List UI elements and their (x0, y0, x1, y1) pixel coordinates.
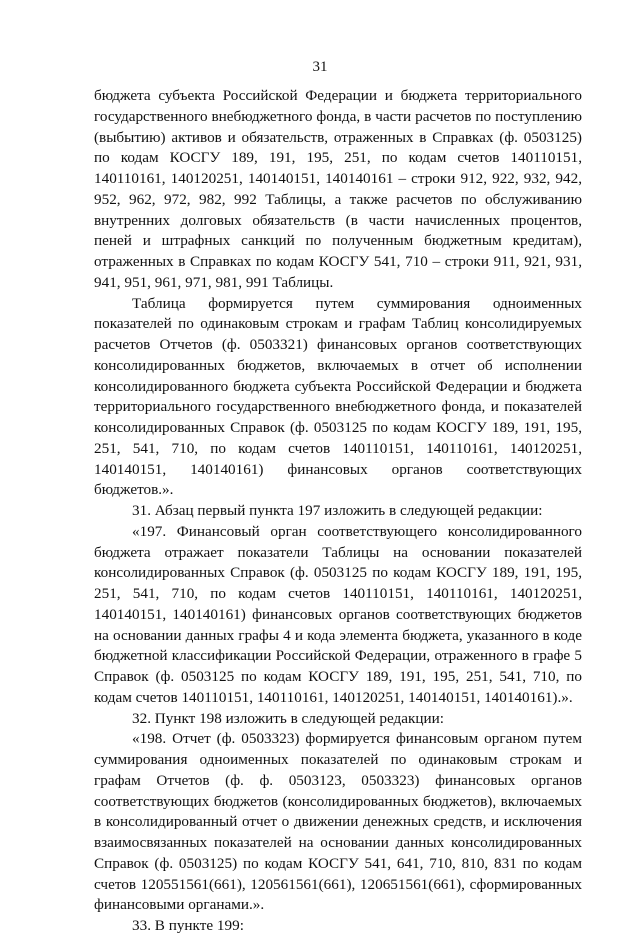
page-number: 31 (312, 59, 328, 75)
paragraph-item-32: 32. Пункт 198 изложить в следующей редакции: (132, 709, 445, 727)
paragraph-continuation: бюджета субъекта Российской Федерации и бюджета территориального государственного внебюджетного фонда, в части расчетов по поступлению (выбытию) активов и обязательств, отраженных в Справках (ф. 0503125) по кодам КОСГУ 189, 191, 195, 251, по кодам счетов 140110151, 140110161, 140120251, 140140151, 140140161 – строки 912, 922, 932, 942, 952, 962, 972, 982, 992 Таблицы, а также расчетов по обслуживанию внутренних долговых обязательств (в части начисленных процентов, пеней и штрафных санкций по полученным бюджетным кредитам), отраженных в Справках по кодам КОСГУ 541, 710 – строки 911, 921, 931, 941, 951, 961, 971, 981, 991 Таблицы. (94, 87, 582, 291)
paragraph-clause-198: «198. Отчет (ф. 0503323) формируется финансовым органом путем суммирования одноименных показателей по одинаковым строкам и графам Отчетов (ф. ф. 0503123, 0503323) финансовых органов соответствующих бюджетов (консолидированных бюджетов), включаемых в консолидированный отчет о движении денежных средств, и исключения взаимосвязанных показателей на основании данных консолидированных Справок (ф. 0503125) по кодам КОСГУ 541, 641, 710, 810, 831 по кодам счетов 120551561(661), 120561561(661), 120651561(661), сформированных финансовыми органами.». (94, 730, 582, 914)
paragraph-item-31: 31. Абзац первый пункта 197 изложить в следующей редакции: (132, 502, 543, 519)
paragraph-item-33: 33. В пункте 199: (132, 917, 244, 934)
paragraph-table-formation: Таблица формируется путем суммирования одноименных показателей по одинаковым строкам и графам Таблиц консолидируемых расчетов Отчетов (ф. 0503321) финансовых органов соответствующих консолидированных бюджетов, включаемых в отчет об исполнении консолидированного бюджета субъекта Российской Федерации и бюджета территориального государственного внебюджетного фонда, и показателей консолидированных Справок (ф. 0503125 по кодам КОСГУ 189, 191, 195, 251, 541, 710, по кодам счетов 140110151, 140110161, 140120251, 140140151, 140140161) финансовых органов соответствующих бюджетов.». (94, 294, 582, 499)
document-body (94, 86, 582, 937)
paragraph-clause-197: «197. Финансовый орган соответствующего консолидированного бюджета отражает показатели Таблицы на основании показателей консолидированных Справок (ф. 0503125 по кодам КОСГУ 189, 191, 195, 251, 541, 710, по кодам счетов 140110151, 140110161, 140120251, 140140151, 140140161) финансовых органов соответствующих бюджетов на основании данных графы 4 и кода элемента бюджета, указанного в коде бюджетной классификации Российской Федерации, отраженного в графе 5 Справок (ф. 0503125 по кодам КОСГУ 189, 191, 195, 251, 541, 710, по кодам счетов 140110151, 140110161, 140120251, 140140151, 140140161).». (94, 522, 582, 706)
